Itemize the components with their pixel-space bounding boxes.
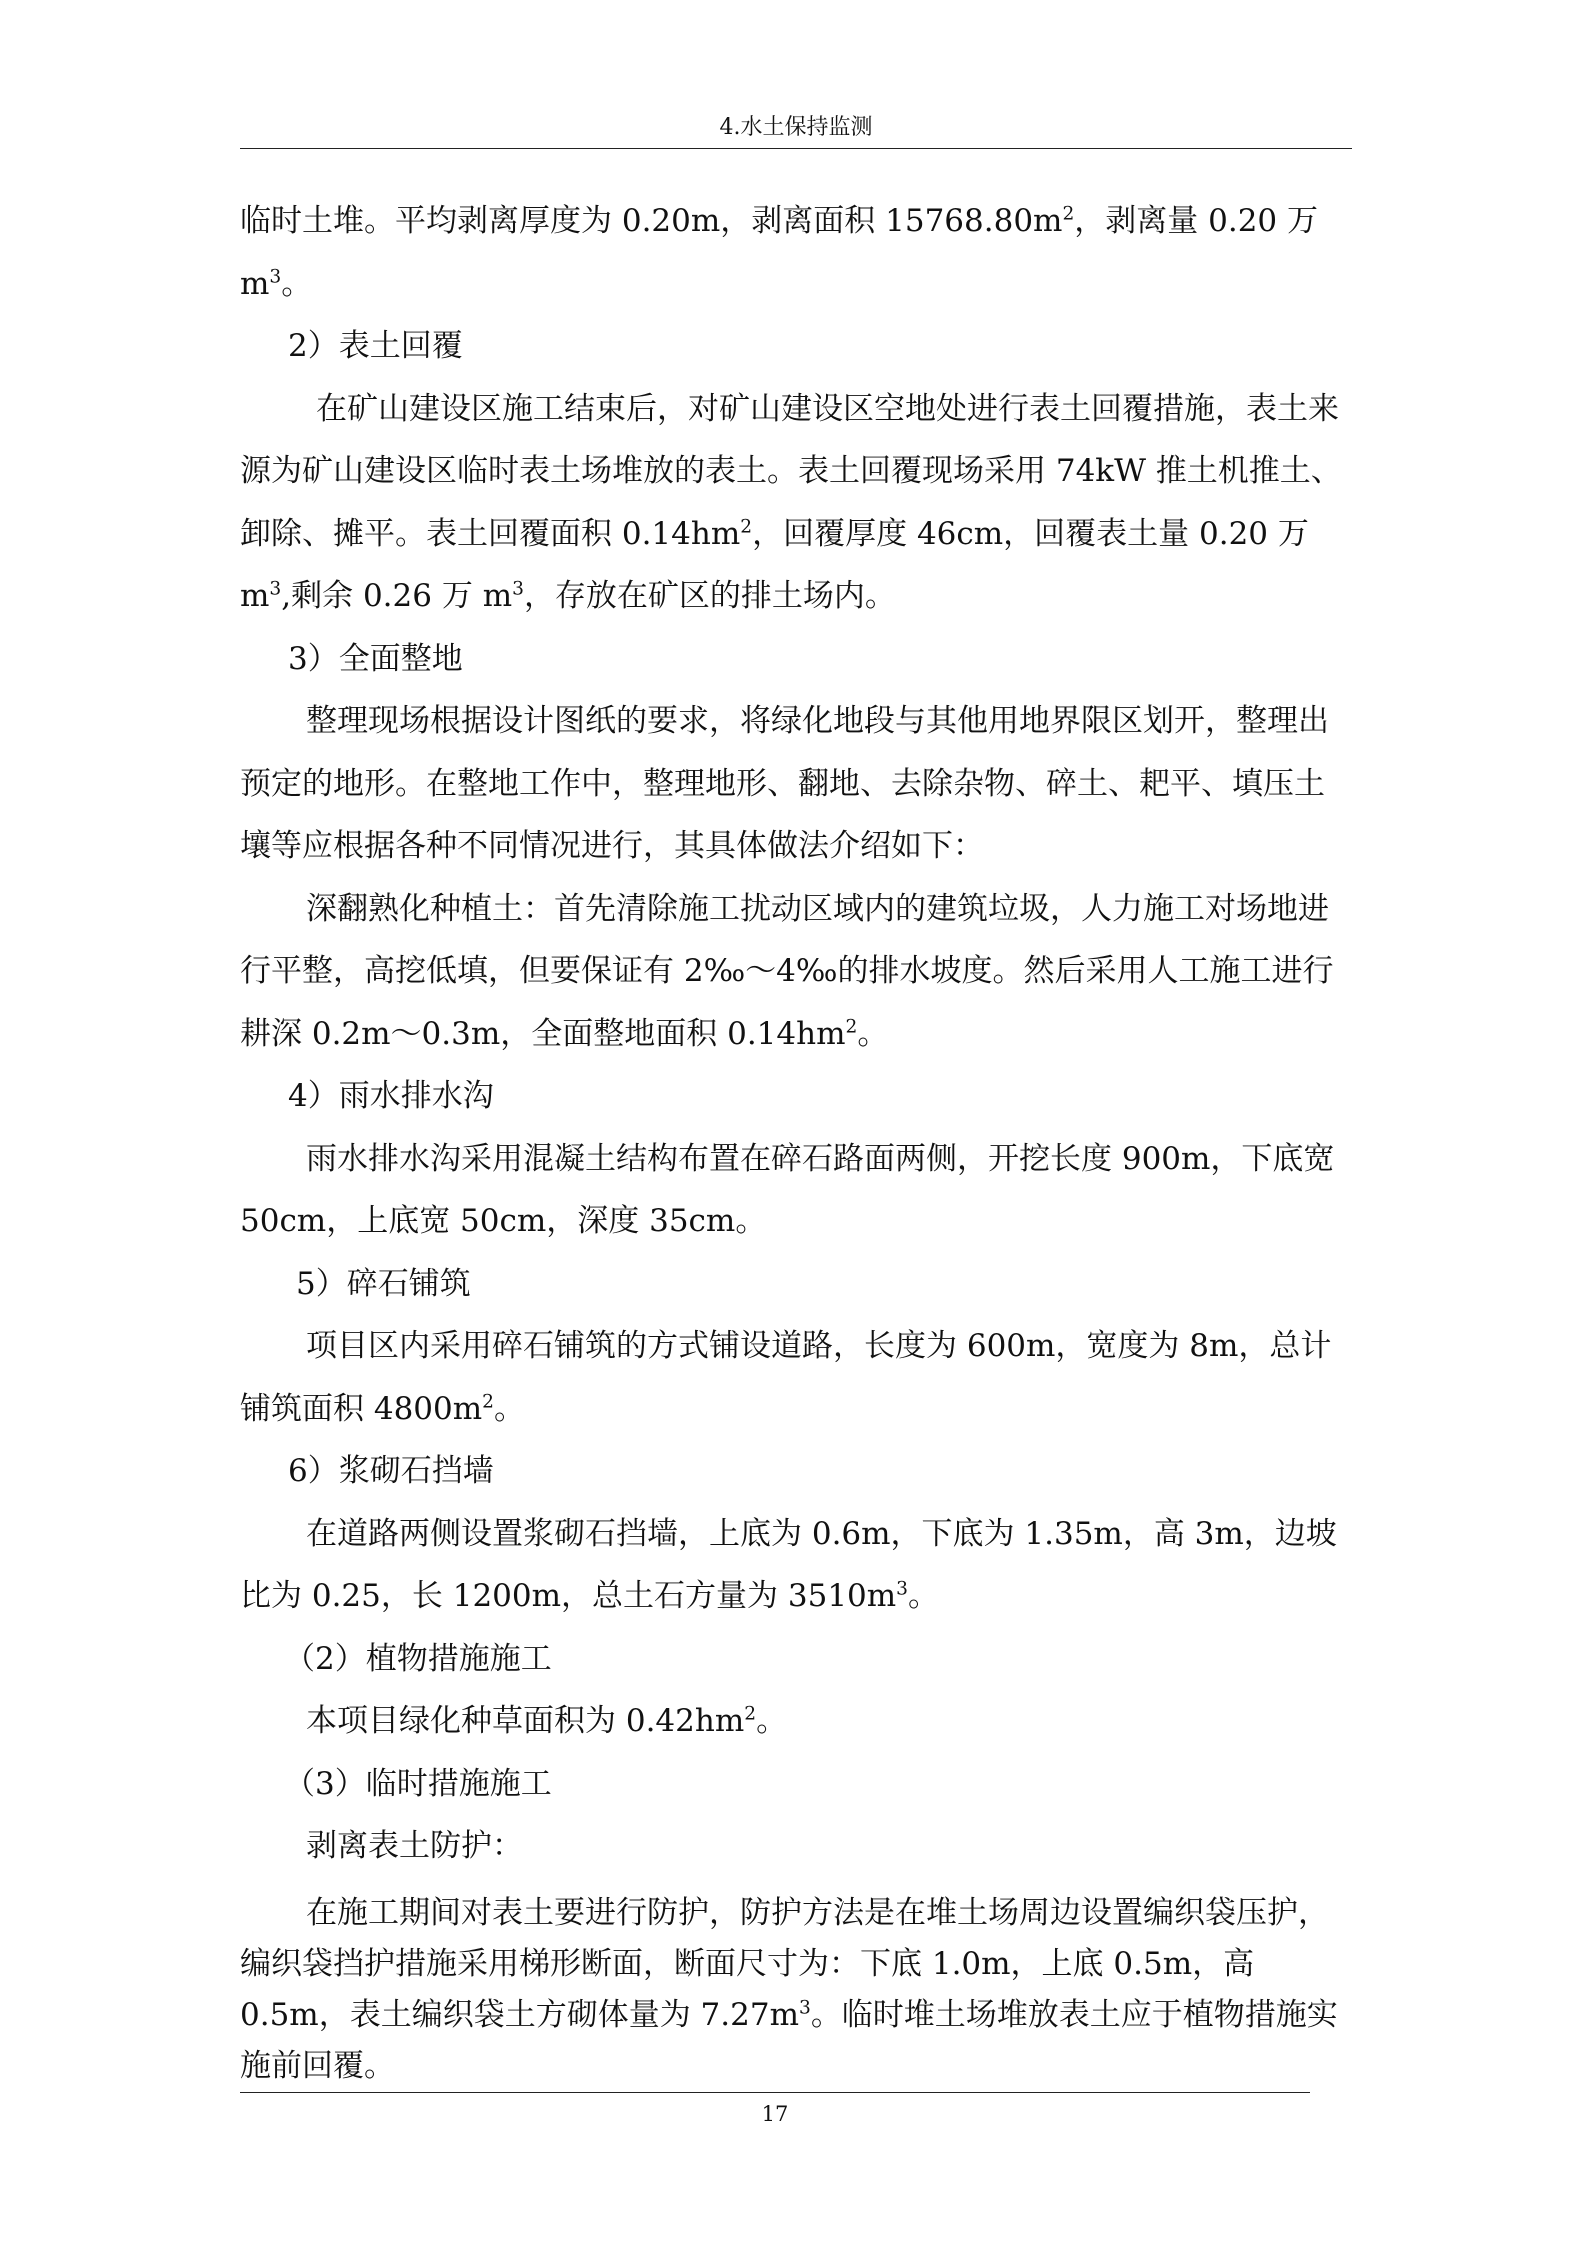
- document-body: [240, 190, 1352, 2092]
- heading-topsoil-cover: 2）表土回覆: [288, 328, 463, 364]
- heading-land-grading: 3）全面整地: [288, 640, 463, 677]
- heading-drainage-ditch: 4）雨水排水沟: [288, 1078, 494, 1114]
- paragraph-gravel-paving: 项目区内采用碎石铺筑的方式铺设道路，长度为 600m，宽度为 8m，总计铺筑面积 $4800m^2$。: [240, 1328, 1332, 1427]
- heading-gravel-paving: 5）碎石铺筑: [296, 1265, 471, 1302]
- running-header: 4.水土保持监测: [719, 115, 873, 140]
- paragraph-topsoil-cover: 在矿山建设区施工结束后，对矿山建设区空地处进行表土回覆措施，表土来源为矿山建设区临时表土场堆放的表土。表土回覆现场采用 74kW 推土机推土、卸除、摊平。表土回覆面积 $0.14hm^2$，回覆厚度 46cm，回覆表土量 0.20 万 $m^3$,剩余 0.26 万 $m^3$，存放在矿区的排土场内。: [240, 390, 1342, 614]
- heading-temporary-measures: （3）临时措施施工: [284, 1765, 552, 1802]
- paragraph-topsoil-protection: 在施工期间对表土要进行防护，防护方法是在堆土场周边设置编织袋压护，编织袋挡护措施采用梯形断面，断面尺寸为：下底 1.0m，上底 0.5m，高 0.5m，表土编织袋土方砌体量为 $7.27m^3$。临时堆土场堆放表土应于植物措施实施前回覆。: [240, 1894, 1338, 2084]
- heading-vegetation-measures: （2）植物措施施工: [284, 1640, 552, 1677]
- paragraph-deep-tillage: 深翻熟化种植土：首先清除施工扰动区域内的建筑垃圾，人力施工对场地进行平整，高挖低填，但要保证有 2‰～4‰的排水坡度。然后采用人工施工进行耕深 0.2m～0.3m，全面整地面积 $0.14hm^2$。: [240, 890, 1334, 1052]
- heading-retaining-wall: 6）浆砌石挡墙: [288, 1453, 494, 1489]
- header-divider: [240, 148, 1352, 149]
- paragraph-vegetation-measures: 本项目绿化种草面积为 $0.42hm^2$。: [306, 1703, 788, 1739]
- paragraph-land-grading: 整理现场根据设计图纸的要求，将绿化地段与其他用地界限区划开，整理出预定的地形。在整地工作中，整理地形、翻地、去除杂物、碎土、耙平、填压土壤等应根据各种不同情况进行，其具体做法介绍如下：: [240, 703, 1329, 864]
- paragraph-retaining-wall: 在道路两侧设置浆砌石挡墙，上底为 0.6m，下底为 1.35m，高 3m，边坡比为 0.25，长 1200m，总土石方量为 $3510m^3$。: [240, 1515, 1337, 1614]
- footer-divider: [240, 2092, 1310, 2093]
- page-number: 17: [761, 2102, 789, 2126]
- heading-topsoil-protection: 剥离表土防护：: [306, 1828, 523, 1864]
- paragraph-topsoil-stripping-end: 临时土堆。平均剥离厚度为 0.20m，剥离面积 $15768.80m^2$，剥离量 0.20 万 $m^3$。: [240, 203, 1319, 302]
- spacer: [240, 1878, 1352, 1888]
- paragraph-drainage-ditch: 雨水排水沟采用混凝土结构布置在碎石路面两侧，开挖长度 900m，下底宽 50cm，上底宽 50cm，深度 35cm。: [240, 1140, 1335, 1239]
